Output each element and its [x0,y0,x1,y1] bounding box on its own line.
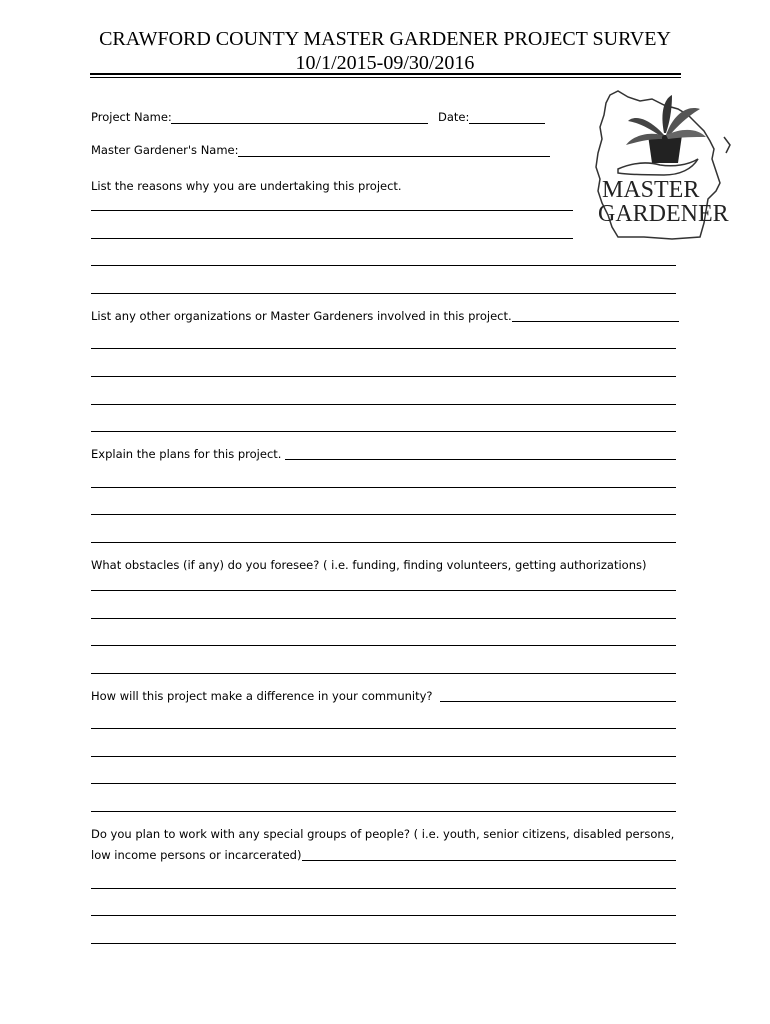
answer-line[interactable] [91,542,676,543]
question-obstacles: What obstacles (if any) do you foresee? ( i.e. funding, finding volunteers, getting authorizations) [91,558,647,572]
answer-line[interactable] [91,943,676,944]
survey-title: CRAWFORD COUNTY MASTER GARDENER PROJECT SURVEY [99,28,671,50]
header-rule-thick [90,73,681,75]
answer-line[interactable] [440,701,676,702]
answer-line[interactable] [91,756,676,757]
answer-line[interactable] [91,514,676,515]
answer-line[interactable] [91,238,573,239]
answer-line[interactable] [91,210,573,211]
answer-line[interactable] [91,590,676,591]
answer-line[interactable] [91,645,676,646]
answer-line[interactable] [91,376,676,377]
plant-leaves-icon [628,118,664,137]
answer-line[interactable] [91,265,676,266]
question-special-groups: Do you plan to work with any special groups of people? ( i.e. youth, senior citizens, disabled persons, [91,827,675,841]
gardener-name-label: Master Gardener's Name: [91,143,239,157]
answer-line[interactable] [91,293,676,294]
answer-line[interactable] [91,673,676,674]
answer-line[interactable] [285,459,676,460]
date-label: Date: [438,110,470,124]
answer-line[interactable] [91,487,676,488]
answer-line[interactable] [91,888,676,889]
answer-line[interactable] [91,728,676,729]
answer-line[interactable] [91,348,676,349]
answer-line[interactable] [512,321,679,322]
answer-line[interactable] [91,431,676,432]
answer-line[interactable] [91,618,676,619]
project-name-label: Project Name: [91,110,172,124]
question-community-difference: How will this project make a difference in your community? [91,689,433,703]
logo-text-master: MASTER [602,177,700,203]
survey-period: 10/1/2015-09/30/2016 [295,52,475,74]
master-gardener-logo [588,87,734,240]
answer-line[interactable] [91,915,676,916]
question-reasons: List the reasons why you are undertaking this project. [91,179,402,193]
answer-line[interactable] [302,860,676,861]
gardener-name-field[interactable] [238,156,550,157]
logo-text-gardener: GARDENER [598,201,729,227]
question-organizations: List any other organizations or Master Gardeners involved in this project. [91,309,512,323]
answer-line[interactable] [91,811,676,812]
question-plans: Explain the plans for this project. [91,447,282,461]
question-special-groups-continued: low income persons or incarcerated) [91,848,302,862]
date-field[interactable] [469,123,545,124]
header-rule-thin [90,77,681,78]
answer-line[interactable] [91,404,676,405]
project-name-field[interactable] [171,123,428,124]
answer-line[interactable] [91,783,676,784]
